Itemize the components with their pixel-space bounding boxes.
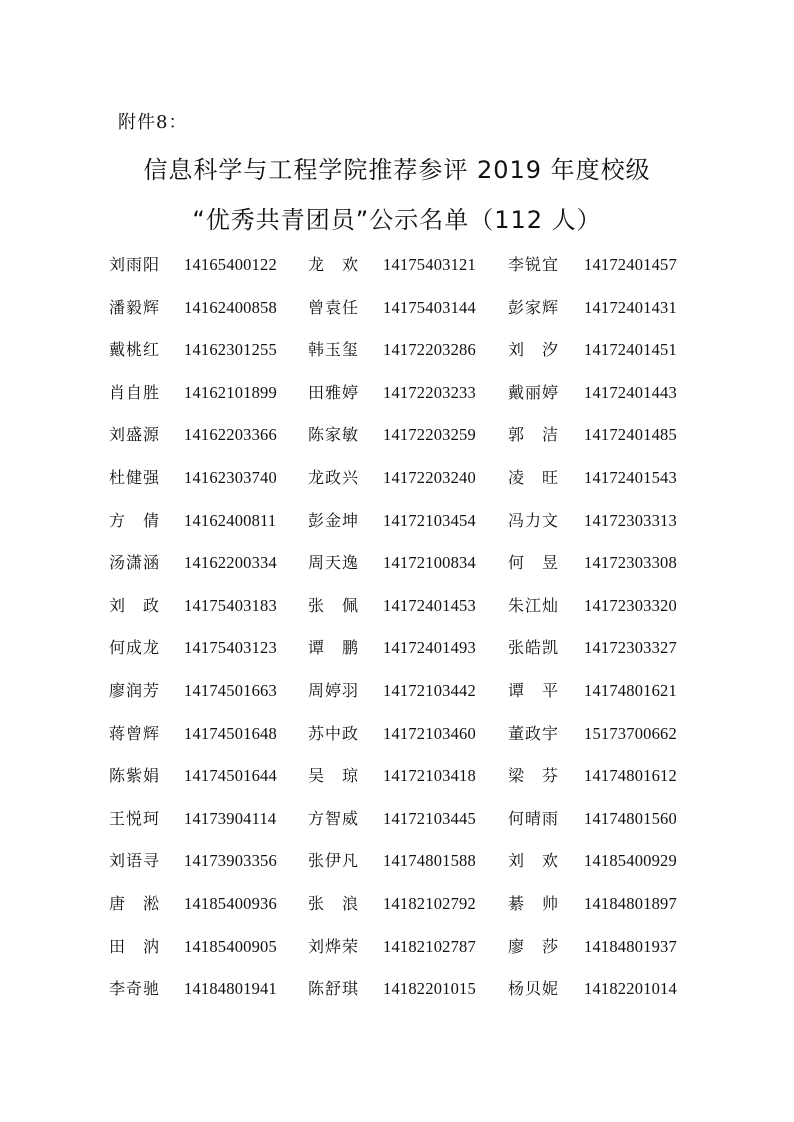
- roster-row: [0, 542, 794, 585]
- student-name: 廖 莎: [508, 936, 558, 956]
- student-name: 田 汭: [109, 936, 159, 956]
- roster-row: [0, 244, 794, 287]
- student-name: 戴桃红: [109, 340, 159, 360]
- student-id: 14182201014: [584, 979, 677, 999]
- student-id: 14172203233: [383, 382, 476, 402]
- student-id: 14182102787: [383, 936, 476, 956]
- student-id: 14174501648: [184, 723, 277, 743]
- student-name: 张 佩: [308, 595, 358, 615]
- roster-row: [0, 798, 794, 841]
- student-id: 14172401543: [584, 467, 677, 487]
- roster-row: [0, 883, 794, 926]
- student-name: 曾袁任: [308, 297, 358, 317]
- student-id: 14184801937: [584, 936, 677, 956]
- student-name: 方智威: [308, 808, 358, 828]
- student-id: 14172303313: [584, 510, 677, 530]
- student-id: 14173904114: [184, 808, 277, 828]
- student-name: 刘雨阳: [109, 255, 159, 274]
- student-id: 14172203286: [383, 340, 476, 360]
- roster-row: [0, 926, 794, 969]
- roster-row: [0, 755, 794, 798]
- student-id: 14162203366: [184, 425, 277, 445]
- student-name: 冯力文: [508, 510, 558, 530]
- student-name: 何 昱: [508, 553, 558, 573]
- student-id: 14172401453: [383, 595, 476, 615]
- student-name: 张 浪: [308, 893, 358, 913]
- student-id: 14162400858: [184, 297, 277, 317]
- student-name: 李锐宜: [508, 255, 558, 274]
- student-id: 14162301255: [184, 340, 277, 360]
- student-id: 14172100834: [383, 553, 476, 573]
- student-name: 汤潇涵: [109, 553, 159, 573]
- student-name: 陈紫娟: [109, 766, 159, 786]
- student-id: 14174801612: [584, 766, 677, 786]
- student-id: 14172401431: [584, 297, 677, 317]
- student-id: 14172401457: [584, 255, 677, 274]
- student-id: 14172401451: [584, 340, 677, 360]
- roster-row: [0, 372, 794, 415]
- student-name: 张伊凡: [308, 851, 358, 871]
- student-name: 何晴雨: [508, 808, 558, 828]
- student-name: 吴 琼: [308, 766, 358, 786]
- student-id: 14185400905: [184, 936, 277, 956]
- student-id: 14172103445: [383, 808, 476, 828]
- student-name: 刘盛源: [109, 425, 159, 445]
- roster-row: [0, 670, 794, 713]
- student-id: 14172203259: [383, 425, 476, 445]
- roster-row: [0, 500, 794, 543]
- roster-row: [0, 840, 794, 883]
- attachment-label: 附件8：: [118, 112, 188, 133]
- student-name: 綦 帅: [508, 893, 558, 913]
- student-id: 14173903356: [184, 851, 277, 871]
- student-id: 14184801941: [184, 979, 277, 999]
- student-name: 廖润芳: [109, 680, 159, 700]
- student-name: 方 倩: [109, 510, 159, 530]
- student-name: 田雅婷: [308, 382, 358, 402]
- student-name: 周天逸: [308, 553, 358, 573]
- student-id: 15173700662: [584, 723, 677, 743]
- student-name: 陈家敏: [308, 425, 358, 445]
- student-id: 14174801560: [584, 808, 677, 828]
- student-id: 14172303327: [584, 638, 677, 658]
- student-id: 14165400122: [184, 255, 277, 274]
- student-id: 14172401443: [584, 382, 677, 402]
- student-id: 14174501663: [184, 680, 277, 700]
- student-name: 刘 欢: [508, 851, 558, 871]
- student-name: 龙 欢: [308, 255, 358, 274]
- student-name: 谭 鹏: [308, 638, 358, 658]
- student-name: 肖自胜: [109, 382, 159, 402]
- roster-row: [0, 713, 794, 756]
- student-name: 刘 汐: [508, 340, 558, 360]
- student-id: 14175403144: [383, 297, 476, 317]
- student-id: 14175403123: [184, 638, 277, 658]
- student-id: 14172401485: [584, 425, 677, 445]
- roster-row: [0, 287, 794, 330]
- student-name: 梁 芬: [508, 766, 558, 786]
- student-id: 14162101899: [184, 382, 277, 402]
- student-name: 张皓凯: [508, 638, 558, 658]
- roster-row: [0, 329, 794, 372]
- student-name: 龙政兴: [308, 467, 358, 487]
- student-id: 14174801588: [383, 851, 476, 871]
- student-name: 潘毅辉: [109, 297, 159, 317]
- student-name: 戴丽婷: [508, 382, 558, 402]
- student-id: 14185400936: [184, 893, 277, 913]
- student-name: 刘语寻: [109, 851, 159, 871]
- student-name: 董政宇: [508, 723, 558, 743]
- student-id: 14172103418: [383, 766, 476, 786]
- roster-row: [0, 585, 794, 628]
- student-name: 彭金坤: [308, 510, 358, 530]
- student-name: 苏中政: [308, 723, 358, 743]
- student-name: 周婷羽: [308, 680, 358, 700]
- student-id: 14162200334: [184, 553, 277, 573]
- roster-row: [0, 414, 794, 457]
- student-id: 14172103454: [383, 510, 476, 530]
- student-name: 蒋曾辉: [109, 723, 159, 743]
- roster-row: [0, 457, 794, 500]
- student-id: 14172103460: [383, 723, 476, 743]
- student-id: 14185400929: [584, 851, 677, 871]
- student-name: 杜健强: [109, 467, 159, 487]
- student-name: 陈舒琪: [308, 979, 358, 999]
- student-id: 14182201015: [383, 979, 476, 999]
- student-name: 王悦珂: [109, 808, 159, 828]
- student-name: 刘烨荣: [308, 936, 358, 956]
- student-id: 14172203240: [383, 467, 476, 487]
- student-name: 唐 淞: [109, 893, 159, 913]
- student-name: 刘 政: [109, 595, 159, 615]
- student-name: 彭家辉: [508, 297, 558, 317]
- student-name: 杨贝妮: [508, 979, 558, 999]
- student-name: 朱江灿: [508, 595, 558, 615]
- student-id: 14162303740: [184, 467, 277, 487]
- student-id: 14174801621: [584, 680, 677, 700]
- nominee-roster: [0, 244, 794, 1011]
- roster-row: [0, 627, 794, 670]
- student-id: 14175403121: [383, 255, 476, 274]
- student-name: 凌 旺: [508, 467, 558, 487]
- document-title-line-2: “优秀共青团员”公示名单（112 人）: [192, 206, 602, 234]
- student-id: 14172103442: [383, 680, 476, 700]
- student-id: 14182102792: [383, 893, 476, 913]
- student-id: 14172401493: [383, 638, 476, 658]
- student-id: 14162400811: [184, 510, 277, 530]
- student-id: 14175403183: [184, 595, 277, 615]
- student-name: 何成龙: [109, 638, 159, 658]
- student-id: 14172303320: [584, 595, 677, 615]
- student-name: 郭 洁: [508, 425, 558, 445]
- student-id: 14184801897: [584, 893, 677, 913]
- roster-row: [0, 968, 794, 1011]
- student-name: 韩玉玺: [308, 340, 358, 360]
- student-id: 14172303308: [584, 553, 677, 573]
- document-title-line-1: 信息科学与工程学院推荐参评 2019 年度校级: [143, 156, 651, 184]
- student-name: 李奇驰: [109, 979, 159, 999]
- student-name: 谭 平: [508, 680, 558, 700]
- student-id: 14174501644: [184, 766, 277, 786]
